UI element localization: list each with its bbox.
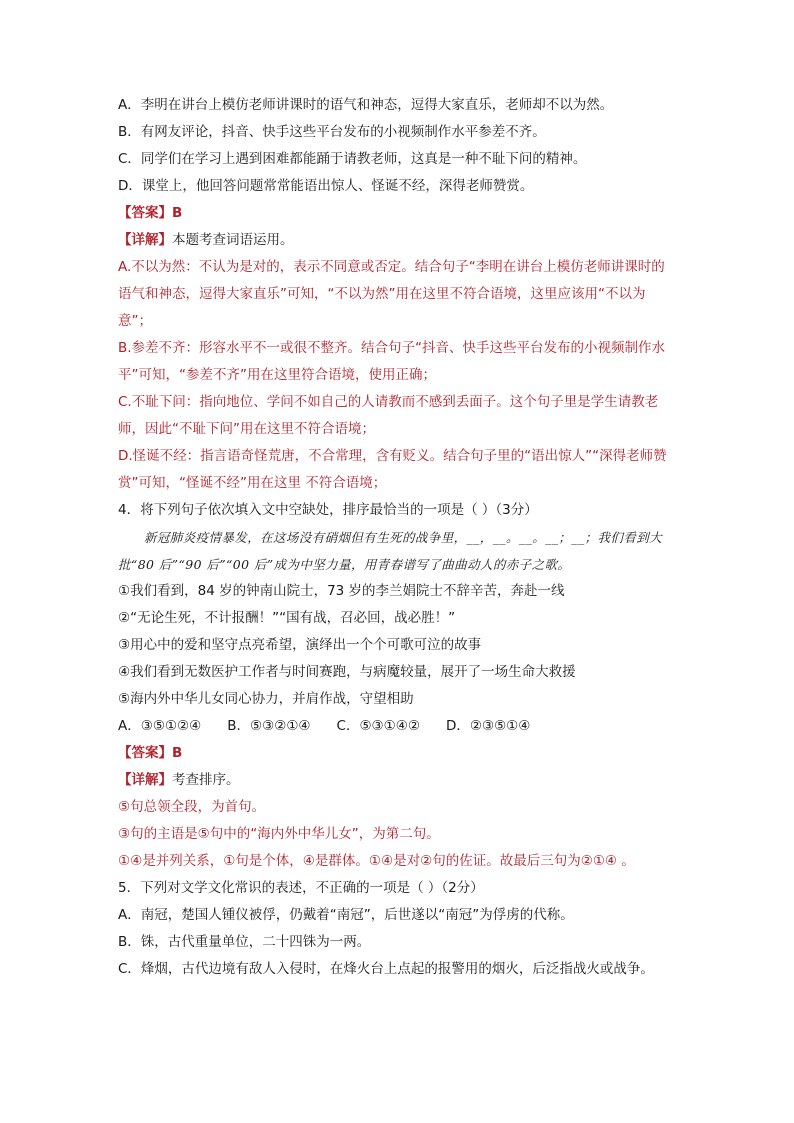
- q4-passage: 新冠肺炎疫情暴发，在这场没有硝烟但有生死的战争里，__，__。__。__；__；我们看到大批“80 后”“90 后”“00 后”成为中坚力量，用青春谱写了曲曲动人的赤子之歌。: [118, 530, 663, 572]
- q4-detail: [118, 767, 678, 794]
- answer-tag: 【答案】: [118, 205, 172, 221]
- q4-sentence-1: ①我们看到，84 岁的钟南山院士，73 岁的李兰娟院士不辞辛苦，奔赴一线: [118, 583, 565, 599]
- q3-option-d: D．课堂上，他回答问题常常能语出惊人、怪诞不经，深得老师赞赏。: [118, 178, 534, 194]
- q5-option-a: A．南冠，楚国人锺仪被俘，仍戴着“南冠”，后世遂以“南冠”为俘虏的代称。: [118, 907, 574, 923]
- answer-value: B: [172, 205, 183, 221]
- q4-choice-b: B．⑤③②①④: [227, 718, 311, 734]
- detail-text: 本题考查词语运用。: [172, 232, 294, 248]
- q4-choice-a: A．③⑤①②④: [118, 718, 202, 734]
- q4-answer: [118, 740, 678, 767]
- q3-option-c: C．同学们在学习上遇到困难都能踊于请教老师，这真是一种不耻下问的精神。: [118, 151, 587, 167]
- document-content: [118, 92, 678, 983]
- q4-sentence-4: ④我们看到无数医护工作者与时间赛跑，与病魔较量，展开了一场生命大救援: [118, 664, 576, 680]
- q4-choices: [118, 713, 678, 740]
- q3-explanation-b: B.参差不齐：形容水平不一或很不整齐。结合句子“抖音、快手这些平台发布的小视频制作水平”可知，“参差不齐”用在这里符合语境，使用正确；: [118, 340, 666, 383]
- q4-choice-d: D．②③⑤①④: [445, 718, 531, 734]
- q5-option-c: C．烽烟，古代边境有敌人入侵时，在烽火台上点起的报警用的烟火，后泛指战火或战争。: [118, 961, 654, 977]
- answer-tag: 【答案】: [118, 745, 172, 761]
- detail-tag: 【详解】: [118, 772, 172, 788]
- q4-choice-c: C．⑤③①④②: [336, 718, 420, 734]
- q4-sentence-3: ③用心中的爱和坚守点亮希望，演绎出一个个可歌可泣的故事: [118, 637, 482, 653]
- q3-explanation-d: D.怪诞不经：指言语奇怪荒唐，不合常理，含有贬义。结合句子里的“语出惊人”“深得老师赞赏”可知，“怪诞不经”用在这里 不符合语境；: [118, 448, 667, 491]
- q3-explanation-a: A.不以为然：不认为是对的，表示不同意或否定。结合句子“李明在讲台上模仿老师讲课时的语气和神态，逗得大家直乐”可知，“不以为然”用在这里不符合语境，这里应该用“不以为意”；: [118, 259, 665, 329]
- detail-text: 考查排序。: [172, 772, 240, 788]
- q4-stem: 4．将下列句子依次填入文中空缺处，排序最恰当的一项是（ ）（3分）: [118, 502, 538, 518]
- q3-detail: [118, 227, 678, 254]
- answer-value: B: [172, 745, 183, 761]
- q3-explanation-c: C.不耻下问：指向地位、学问不如自己的人请教而不感到丢面子。这个句子里是学生请教老师，因此“不耻下问”用在这里不符合语境；: [118, 394, 659, 437]
- q3-answer: [118, 200, 678, 227]
- q4-explanation-2: ③句的主语是⑤句中的“海内外中华儿女”，为第二句。: [118, 826, 440, 842]
- q4-sentence-2: ②“无论生死，不计报酬！”“国有战，召必回，战必胜！”: [118, 610, 456, 626]
- detail-tag: 【详解】: [118, 232, 172, 248]
- q4-sentence-5: ⑤海内外中华儿女同心协力，并肩作战，守望相助: [118, 691, 414, 707]
- q3-option-b: B．有网友评论，抖音、快手这些平台发布的小视频制作水平参差不齐。: [118, 124, 546, 140]
- q3-option-a: A．李明在讲台上模仿老师讲课时的语气和神态，逗得大家直乐，老师却不以为然。: [118, 97, 614, 113]
- q5-stem: 5．下列对文学文化常识的表述，不正确的一项是（ ）（2分）: [118, 880, 484, 896]
- q4-explanation-1: ⑤句总领全段，为首句。: [118, 799, 266, 815]
- q5-option-b: B．铢，古代重量单位，二十四铢为一两。: [118, 934, 371, 950]
- q4-explanation-3: ①④是并列关系，①句是个体，④是群体。①④是对②句的佐证。故最后三句为②①④ 。: [118, 853, 635, 869]
